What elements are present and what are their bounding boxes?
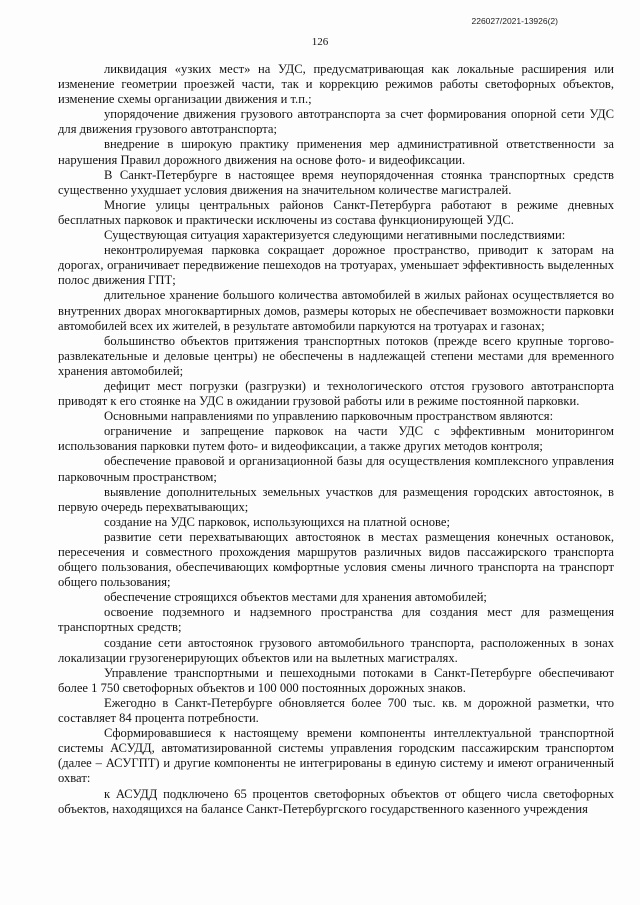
paragraph: Существующая ситуация характеризуется следующими негативными последствиями:: [104, 228, 566, 243]
paragraph: Ежегодно в Санкт-Петербурге обновляется более 700 тыс. кв. м дорожной разметки, что составляет 84 процента потребности.: [58, 695, 614, 726]
paragraph: Сформировавшиеся к настоящему времени компоненты интеллектуальной транспортной системы АСУДД, автоматизированной системы управления городским пассажирским транспортом (далее – АСУГПТ) и другие компоненты не интегрированы в единую систему и имеют ограниченный охват:: [58, 726, 614, 786]
paragraph: выявление дополнительных земельных участков для размещения городских автостоянок, в первую очередь перехватывающих;: [58, 484, 614, 514]
paragraph: Основными направлениями по управлению парковочным пространством являются:: [104, 409, 554, 424]
paragraph: к АСУДД подключено 65 процентов светофорных объектов от общего числа светофорных объектов, находящихся на балансе Санкт-Петербургского государственного казенного учреждения: [58, 786, 614, 816]
paragraph: развитие сети перехватывающих автостоянок в местах размещения конечных остановок, пересечения и совместного прохождения маршрутов различных видов пассажирского транспорта общего пользования, обеспечивающих комфортные условия смены личного транспорта на транспорт общего пользования;: [58, 529, 614, 590]
paragraph: дефицит мест погрузки (разгрузки) и технологического отстоя грузового автотранспорта приводят к его стоянке на УДС в ожидании грузовой работы или в режиме постоянной парковки.: [58, 378, 614, 409]
paragraph: внедрение в широкую практику применения мер административной ответственности за нарушения Правил дорожного движения на основе фото- и видеофиксации.: [58, 137, 614, 167]
paragraph: создание сети автостоянок грузового автомобильного транспорта, расположенных в зонах локализации грузогенерирующих объектов или на вылетных магистралях.: [58, 635, 614, 665]
paragraph: обеспечение правовой и организационной базы для осуществления комплексного управления парковочным пространством;: [58, 454, 614, 484]
paragraph: освоение подземного и надземного пространства для создания мест для размещения транспортных средств;: [58, 605, 614, 635]
paragraph: В Санкт-Петербурге в настоящее время неупорядоченная стоянка транспортных средств существенно ухудшает условия движения на значительном количестве магистралей.: [58, 167, 614, 197]
paragraph: неконтролируемая парковка сокращает дорожное пространство, приводит к заторам на дорогах, ограничивает передвижение пешеходов на тротуарах, уменьшает эффективность выделенных полос движения ГПТ;: [58, 243, 614, 288]
paragraph: обеспечение строящихся объектов местами для хранения автомобилей;: [104, 590, 487, 605]
paragraph: упорядочение движения грузового автотранспорта за счет формирования опорной сети УДС для движения грузового автотранспорта;: [58, 107, 614, 137]
page-number: 126: [311, 36, 329, 48]
paragraph: ограничение и запрещение парковок на части УДС с эффективным мониторингом использования парковки путем фото- и видеофиксации, а также других методов контроля;: [58, 424, 614, 454]
document-id: 226027/2021-13926(2): [471, 16, 558, 26]
paragraph: Многие улицы центральных районов Санкт-Петербурга работают в режиме дневных бесплатных парковок и практически исключены из состава функционирующей УДС.: [58, 197, 614, 227]
paragraph: Управление транспортными и пешеходными потоками в Санкт-Петербурге обеспечивают более 1 750 светофорных объектов и 100 000 постоянных дорожных знаков.: [58, 665, 614, 695]
paragraph: ликвидация «узких мест» на УДС, предусматривающая как локальные расширения или изменение геометрии проезжей части, так и коррекцию режимов работы светофорных объектов, изменение схемы организации движения и т.п.;: [58, 62, 614, 107]
document-body: [58, 62, 614, 817]
paragraph: большинство объектов притяжения транспортных потоков (прежде всего крупные торгово-развлекательные и деловые центры) не обеспечены в надлежащей степени местами для временного хранения автомобилей;: [58, 333, 614, 378]
paragraph: длительное хранение большого количества автомобилей в жилых районах осуществляется во внутренних дворах многоквартирных домов, размеры которых не обеспечивает возможности парковки автомобилей всех их жителей, в результате автомобили паркуются на тротуарах и газонах;: [58, 288, 614, 333]
paragraph: создание на УДС парковок, использующихся на платной основе;: [104, 514, 451, 529]
